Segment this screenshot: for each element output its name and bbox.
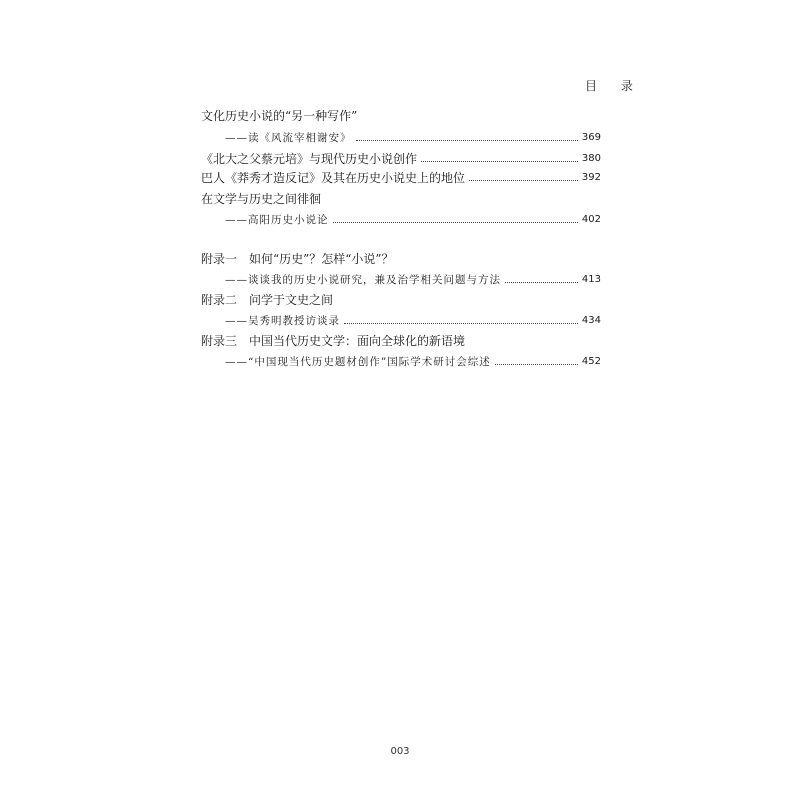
dot-leader [505,281,578,283]
toc-entry-subtitle [225,309,601,331]
toc-entry-title: ——高阳历史小说论 [225,213,329,226]
toc-entry-subtitle [225,350,601,372]
toc-entry-appendix-1 [201,247,601,269]
dot-leader [356,139,578,141]
toc-entry-appendix-2 [201,288,601,310]
toc-entry-title: ——谈谈我的历史小说研究，兼及治学相关问题与方法 [225,273,501,286]
page-number: 003 [390,746,410,757]
dot-leader [421,160,578,162]
toc-entry-title: 《北大之父蔡元培》与现代历史小说创作 [201,151,418,166]
toc-page-number: 380 [581,152,601,164]
toc-entry-title: ——吴秀明教授访谈录 [225,314,340,327]
dot-leader [333,221,578,223]
toc-entry-subtitle [225,268,601,290]
dot-leader [495,363,578,365]
toc-page-number: 413 [581,273,601,285]
toc-entry-title: 附录三 中国当代历史文学：面向全球化的新语境 [201,333,466,348]
toc-entry-title: ——读《风流宰相谢安》 [225,131,352,144]
running-header: 目 录 [585,79,643,93]
toc-page-number: 402 [581,213,601,225]
toc-entry-appendix-3 [201,329,601,351]
dot-leader [344,322,578,324]
toc-entry-subtitle [225,126,601,148]
toc-entry [201,187,601,209]
toc-entry-title: 在文学与历史之间徘徊 [201,191,322,206]
toc-entry [201,104,601,126]
toc-entry-subtitle [225,208,601,230]
toc-entry-title: 附录二 问学于文史之间 [201,292,334,307]
toc-entry [201,166,601,188]
toc-entry-title: 巴人《莽秀才造反记》及其在历史小说史上的地位 [201,170,466,185]
toc-entry-title: ——“中国现当代历史题材创作”国际学术研讨会综述 [225,355,491,368]
toc-entry-title: 文化历史小说的“另一种写作” [201,108,358,123]
toc-entry-title: 附录一 如何“历史”？怎样“小说”？ [201,251,394,266]
toc-page-number: 392 [581,171,601,183]
toc-page-number: 452 [581,355,601,367]
toc-page-number: 434 [581,314,601,326]
dot-leader [469,179,578,181]
toc-page-number: 369 [581,131,601,143]
